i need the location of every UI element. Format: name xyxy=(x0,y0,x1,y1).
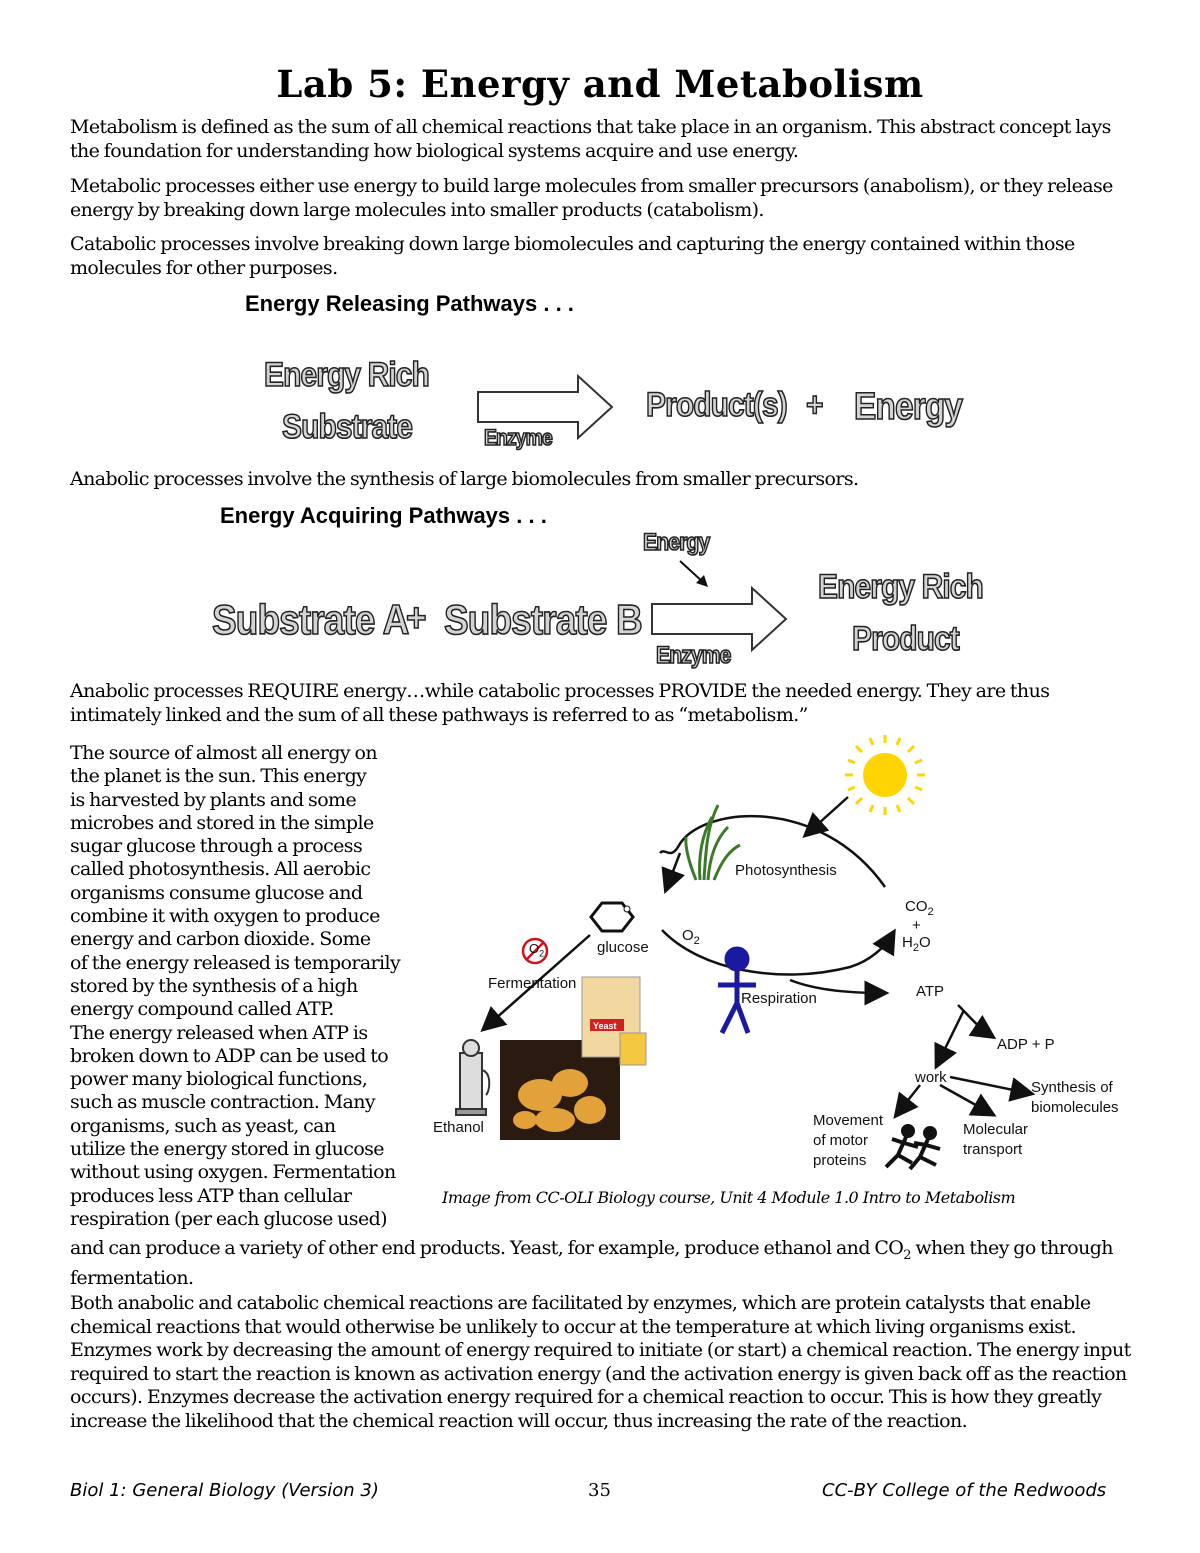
acquiring-pathways-heading: Energy Acquiring Pathways . . . xyxy=(220,503,547,528)
releasing-energy-label: Energy xyxy=(854,386,963,428)
footer-course: Biol 1: General Biology (Version 3) xyxy=(70,1480,379,1501)
footer-page-number: 35 xyxy=(588,1480,611,1501)
paragraph-anabolic: Anabolic processes involve the synthesis of large biomolecules from smaller precursors. xyxy=(70,468,859,490)
co2-plus-label: + xyxy=(912,917,921,934)
paragraph-anabolism-catabolism: Metabolic processes either use energy to build large molecules from smaller precursors (anabolism), or they release energy by breaking down large molecules into smaller products (catabolism). xyxy=(70,175,1113,221)
footer-license: CC-BY College of the Redwoods xyxy=(822,1480,1107,1501)
acquiring-substrate-a-label: Substrate A xyxy=(212,596,409,643)
h2o-label: $H_2O$ xyxy=(902,934,931,954)
adp-label: ADP + P xyxy=(997,1036,1055,1053)
page-title: Lab 5: Energy and Metabolism xyxy=(276,62,924,106)
glucose-label: glucose xyxy=(597,939,649,956)
sun-icon xyxy=(845,735,925,815)
photosynthesis-label: Photosynthesis xyxy=(735,862,837,879)
gas-pump-icon xyxy=(456,1040,489,1115)
releasing-enzyme-label: Enzyme xyxy=(484,425,552,450)
releasing-pathways-heading: Energy Releasing Pathways . . . xyxy=(245,291,574,316)
paragraph-fermentation-products: and can produce a variety of other end products. Yeast, for example, produce ethanol and $CO_2$ when they go through fermentation. xyxy=(70,1237,1113,1290)
acquiring-substrate-b-label: Substrate B xyxy=(444,596,642,643)
runners-icon xyxy=(886,1126,940,1169)
synthesis-label-1: Synthesis of xyxy=(1031,1079,1113,1096)
work-label: work xyxy=(915,1069,947,1086)
paragraph-metabolism-definition: Metabolism is defined as the sum of all chemical reactions that take place in an organism. This abstract concept lays the foundation for understanding how biological systems acquire and use energy. xyxy=(70,116,1111,162)
co2-label: $CO_2$ xyxy=(905,898,934,918)
fermentation-label: Fermentation xyxy=(488,975,577,992)
paragraph-catabolic: Catabolic processes involve breaking down large biomolecules and capturing the energy contained within those molecules for other purposes. xyxy=(70,233,1075,279)
paragraph-enzymes: Both anabolic and catabolic chemical reactions are facilitated by enzymes, which are protein catalysts that enable chemical reactions that would otherwise be unlikely to occur at the temperature at which living organisms exist. Enzymes work by decreasing the amount of energy required to initiate (or start) a chemical reaction. The energy input required to start the reaction is known as activation energy (and the activation energy is given back off as the reaction occurs). Enzymes decrease the activation energy required for a chemical reaction to occur. This is how they greatly increase the likelihood that the chemical reaction will occur, thus increasing the rate of the reaction. xyxy=(70,1292,1131,1432)
respiration-label: Respiration xyxy=(741,990,817,1007)
molecular-transport-label-1: Molecular xyxy=(963,1121,1029,1138)
releasing-product-label: Product(s) xyxy=(646,386,787,424)
movement-label-2: of motor xyxy=(813,1132,869,1149)
releasing-plus-label: + xyxy=(806,386,823,424)
paragraph-energy-source: The source of almost all energy on the planet is the sun. This energy is harvested by plants and some microbes and stored in the simple sugar glucose through a process called photosynthesis. All aerobic organisms consume glucose and combine it with oxygen to produce energy and carbon dioxide. Some of the energy released is temporarily stored by the synthesis of a high energy compound called ATP. The energy released when ATP is broken down to ADP can be used to power many biological functions, such as muscle contraction. Many organisms, such as yeast, can utilize the energy stored in glucose without using oxygen. Fermentation produces less ATP than cellular respiration (per each glucose used) xyxy=(70,742,401,1230)
metabolism-cycle-diagram xyxy=(430,735,1150,1207)
acquiring-product-label-2: Product xyxy=(852,620,959,658)
atp-label: ATP xyxy=(916,983,945,1000)
ethanol-label: Ethanol xyxy=(433,1119,484,1136)
crossed-oxygen-label: $O_2$ xyxy=(529,941,545,959)
paragraph-linked-pathways: Anabolic processes REQUIRE energy…while catabolic processes PROVIDE the needed energy. They are thus intimately linked and the sum of all these pathways is referred to as “metabolism.” xyxy=(70,680,1050,726)
acquiring-energy-label: Energy xyxy=(643,529,710,556)
figure-caption: Image from CC-OLI Biology course, Unit 4 Module 1.0 Intro to Metabolism xyxy=(442,1188,1016,1207)
movement-label-3: proteins xyxy=(813,1152,867,1169)
yeast-packet-label: Yeast xyxy=(593,1021,617,1031)
acquiring-enzyme-label: Enzyme xyxy=(656,642,731,669)
acquiring-plus-label: + xyxy=(406,596,426,640)
movement-label-1: Movement xyxy=(813,1112,884,1129)
acquiring-product-label-1: Energy Rich xyxy=(818,568,983,606)
releasing-substrate-label-2: Substrate xyxy=(282,408,413,446)
molecular-transport-label-2: transport xyxy=(963,1141,1023,1158)
releasing-substrate-label-1: Energy Rich xyxy=(264,356,429,394)
oxygen-label: $O_2$ xyxy=(682,927,700,947)
synthesis-label-2: biomolecules xyxy=(1031,1099,1119,1116)
